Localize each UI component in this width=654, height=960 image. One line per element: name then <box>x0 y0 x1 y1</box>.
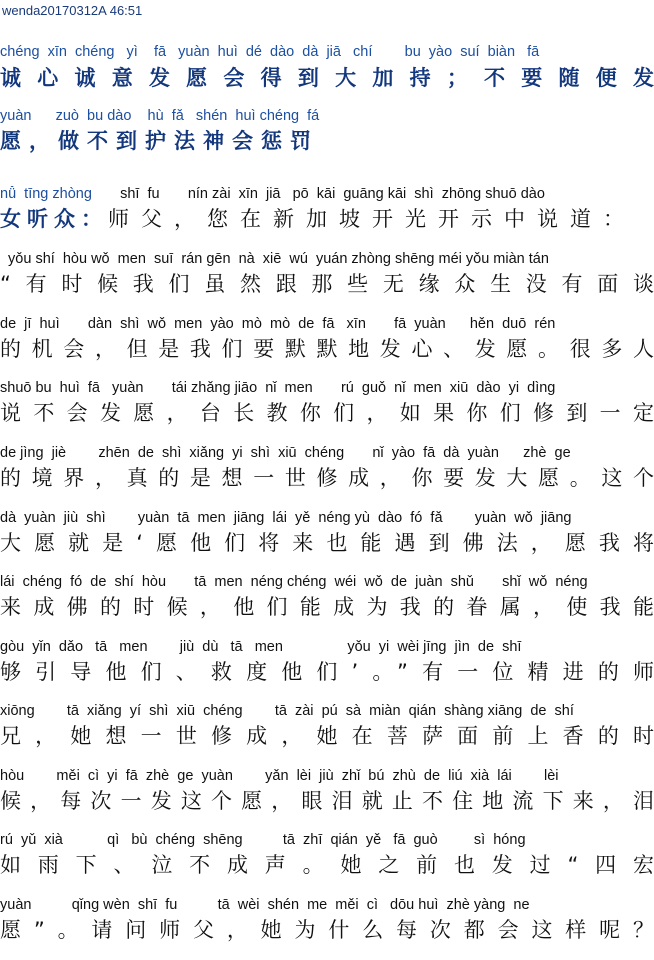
title-pinyin-line: yuàn zuò bu dào hù fǎ shén huì chéng fá <box>0 108 320 124</box>
body-hanzi-line: 说不会发愿，台长教你们，如果你们修到一定 <box>0 401 654 425</box>
title-pinyin-line: chéng xīn chéng yì fā yuàn huì dé dào dà jiā chí bu yào suí biàn fā <box>0 44 540 60</box>
body-hanzi-line: “有时候我们虽然跟那些无缘众生没有面谈 <box>0 272 654 296</box>
body-hanzi-line: 的境界，真的是想一世修成，你要发大愿。这个 <box>0 466 654 490</box>
body-hanzi-line: 愿”。请问师父，她为什么每次都会这样呢？ <box>0 918 654 942</box>
line-hanzi: 师父，您在新加坡开光开示中说道： <box>108 207 636 231</box>
title-hanzi-line: 诚心诚意发愿会得到大加持；不要随便发 <box>0 66 654 90</box>
body-hanzi-line: 兄，她想一世修成，她在菩萨面前上香的时 <box>0 724 654 748</box>
body-pinyin-line: shuō bu huì fā yuàn tái zhǎng jiāo nǐ men rú guǒ nǐ men xiū dào yi dìng <box>0 380 556 396</box>
body-pinyin-line: yuàn qǐng wèn shī fu tā wèi shén me měi cì dōu huì zhè yàng ne <box>0 897 530 913</box>
body-hanzi-line: 够引导他们、救度他们’。”有一位精进的师 <box>0 660 654 684</box>
body-pinyin-line: xiōng tā xiǎng yí shì xiū chéng tā zài pú sà miàn qián shàng xiāng de shí <box>0 703 574 719</box>
body-pinyin-line <box>0 186 654 203</box>
body-pinyin-line: yǒu shí hòu wǒ men suī rán gēn nà xiē wú yuán zhòng shēng méi yǒu miàn tán <box>0 251 549 267</box>
body-hanzi-line: 来成佛的时候，他们能成为我的眷属，使我能 <box>0 595 654 619</box>
body-pinyin-line: de jìng jiè zhēn de shì xiǎng yi shì xiū chéng nǐ yào fā dà yuàn zhè ge <box>0 445 571 461</box>
title-hanzi-line: 愿，做不到护法神会惩罚 <box>0 129 319 153</box>
body-hanzi-line: 如雨下、泣不成声。她之前也发过“四宏 <box>0 853 654 877</box>
body-pinyin-line: dà yuàn jiù shì yuàn tā men jiāng lái yě néng yù dào fó fǎ yuàn wǒ jiāng <box>0 510 572 526</box>
body-hanzi-line <box>0 206 654 232</box>
body-pinyin-line: de jī huì dàn shì wǒ men yào mò mò de fā xīn fā yuàn hěn duō rén <box>0 316 556 332</box>
body-pinyin-line: rú yǔ xià qì bù chéng shēng tā zhī qián yě fā guò sì hóng <box>0 832 526 848</box>
body-hanzi-line: 大愿就是‘愿他们将来也能遇到佛法，愿我将 <box>0 531 654 555</box>
line-pinyin: shī fu nín zài xīn jiā pō kāi guāng kāi shì zhōng shuō dào <box>91 186 545 202</box>
body-hanzi-line: 候，每次一发这个愿，眼泪就止不住地流下来，泪 <box>0 789 654 813</box>
speaker-label: 女听众： <box>0 207 108 231</box>
body-pinyin-line: hòu měi cì yi fā zhè ge yuàn yǎn lèi jiù zhǐ bú zhù de liú xià lái lèi <box>0 768 559 784</box>
body-hanzi-line: 的机会，但是我们要默默地发心、发愿。很多人 <box>0 337 654 361</box>
speaker-pinyin: nǚ tīng zhòng <box>0 186 92 202</box>
body-pinyin-line: lái chéng fó de shí hòu tā men néng chéng wéi wǒ de juàn shǔ shǐ wǒ néng <box>0 574 588 590</box>
body-pinyin-line: gòu yǐn dǎo tā men jiù dù tā men yǒu yi wèi jīng jìn de shī <box>0 639 522 655</box>
document-id: wenda20170312A 46:51 <box>2 3 143 18</box>
